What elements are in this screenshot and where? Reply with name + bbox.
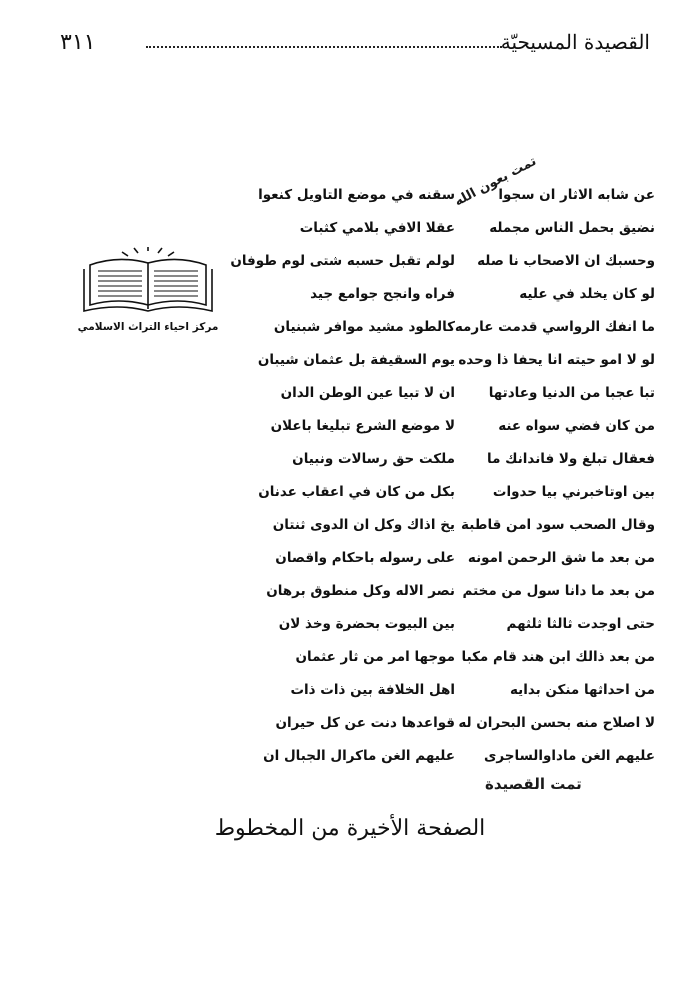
manuscript-closing: تمت القصيدة bbox=[485, 775, 582, 793]
verse-left: لا موضع الشرع تبليغا باعلان bbox=[270, 418, 455, 434]
manuscript-page bbox=[230, 135, 655, 825]
verse-right: فعقال تبلغ ولا فاندانك ما bbox=[487, 451, 655, 467]
heritage-center-logo bbox=[68, 243, 228, 343]
verse-right: حتى اوجدت ثالثا ثلثهم bbox=[506, 616, 655, 632]
verse-right: من بعد ما شق الرحمن امونه bbox=[467, 550, 655, 566]
verse-left: فراه وانجح جوامع جيد bbox=[310, 286, 455, 302]
manuscript-top-note: تمت بعون الله bbox=[451, 153, 539, 210]
verse-right: وقال الصحب سود امن قاطبة bbox=[461, 517, 655, 533]
verse-left: بكل من كان في اعقاب عدنان bbox=[258, 484, 455, 500]
header-dot-leader bbox=[146, 46, 502, 48]
verse-left: اهل الخلافة بين ذات ذات bbox=[290, 682, 455, 698]
verse-right: من كان فضي سواه عنه bbox=[498, 418, 655, 434]
open-book-icon bbox=[68, 243, 228, 321]
verse-right: ما انفك الرواسي قدمت عارمه bbox=[454, 319, 655, 335]
verse-right: عليهم الغن ماداوالساجرى bbox=[484, 748, 655, 764]
verse-left: لولم تقبل حسبه شتى لوم طوفان bbox=[230, 253, 455, 269]
verse-right: تبا عجبا من الدنيا وعادتها bbox=[488, 385, 655, 401]
verse-left: ان لا تبيا عين الوطن الدان bbox=[280, 385, 455, 401]
verse-right: لو كان يخلد في عليه bbox=[519, 286, 655, 302]
verse-right: من بعد ما دانا سول من مختم bbox=[462, 583, 655, 599]
verse-right: من بعد ذالك ابن هند قام مكبا bbox=[461, 649, 655, 665]
figure-caption: الصفحة الأخيرة من المخطوط bbox=[214, 816, 486, 841]
verse-left: ملكت حق رسالات ونبيان bbox=[292, 451, 455, 467]
logo-caption: مركز احياء التراث الاسلامي bbox=[77, 321, 219, 333]
verse-right: عن شابه الاثار ان سجوا bbox=[498, 187, 655, 203]
verse-right: بين اوتاخبرني بيا حدوات bbox=[492, 484, 655, 500]
verse-left: عقلا الافي بلامي كثبات bbox=[299, 220, 455, 236]
verse-right: لو لا امو حيته انا يحفا ذا وحده bbox=[458, 352, 655, 368]
verse-right: من احداثها منكن بدايه bbox=[509, 682, 655, 698]
verse-right: نضيق بحمل الناس مجمله bbox=[489, 220, 655, 236]
verse-left: موجها امر من ثار عثمان bbox=[295, 649, 455, 665]
verse-left: كالطود مشيد موافر شبنيان bbox=[273, 319, 455, 335]
verse-left: نصر الاله وكل منطوق برهان bbox=[266, 583, 455, 599]
verse-left: عليهم الغن ماكرال الجبال ان bbox=[263, 748, 455, 764]
verse-left: سقنه في موضع التاويل كنعوا bbox=[258, 187, 455, 203]
verse-right: وحسبك ان الاصحاب نا صله bbox=[477, 253, 655, 269]
running-header bbox=[60, 30, 650, 60]
running-title: القصيدة المسيحيّة bbox=[500, 30, 650, 54]
verse-left: على رسوله باحكام واقصان bbox=[275, 550, 455, 566]
verse-left: قواعدها دنت عن كل حيران bbox=[275, 715, 455, 731]
verse-left: يوم السقيفة بل عثمان شيبان bbox=[257, 352, 455, 368]
verse-right: لا اصلاح منه بحسن البحران له bbox=[458, 715, 655, 731]
page-number: ٣١١ bbox=[60, 30, 96, 55]
verse-left: بين البيوت بحضرة وخذ لان bbox=[278, 616, 455, 632]
verse-left: يخ اذاك وكل ان الدوى ثنتان bbox=[272, 517, 455, 533]
